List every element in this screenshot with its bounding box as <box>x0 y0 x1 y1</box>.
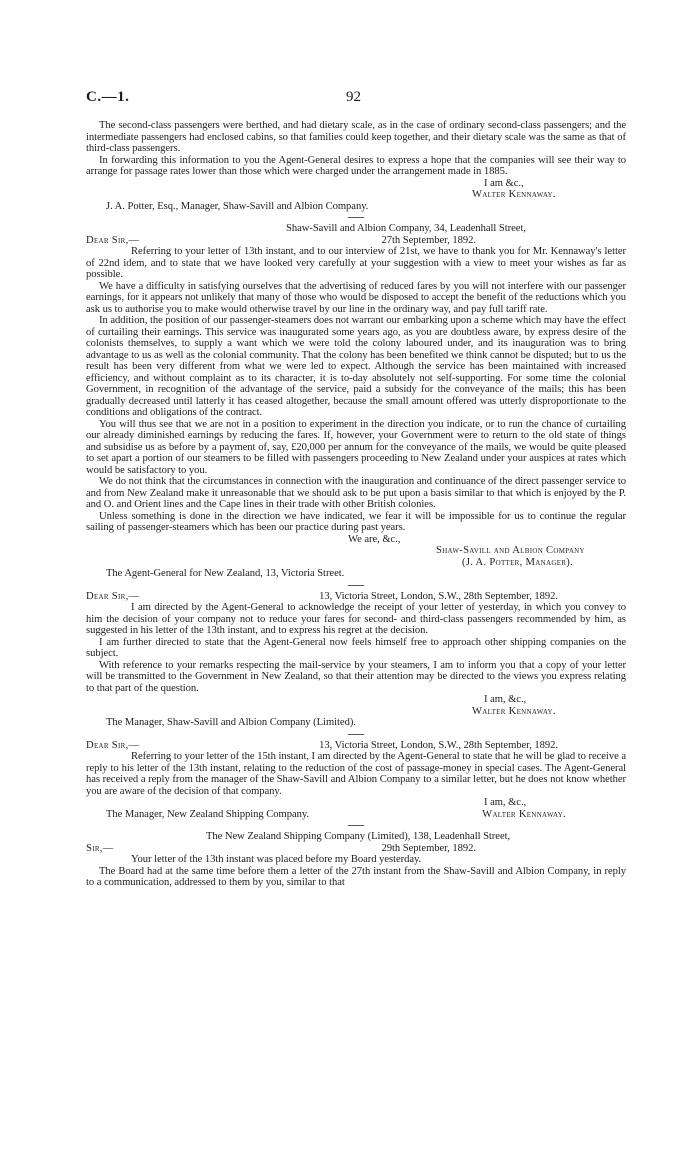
closing: I am &c., <box>484 177 524 189</box>
addressee-row <box>86 809 626 821</box>
paragraph: We do not think that the circumstances in connection with the inauguration and continuance of the direct passenger service to and from New Zealand make it unreasonable that we should ask to be put upon a basis similar to that which is enjoyed by the P. and O. and Orient lines and the Cape lines in their trade with other British colonies. <box>86 476 626 510</box>
salutation-row <box>86 740 626 752</box>
addressee: The Agent-General for New Zealand, 13, Victoria Street. <box>106 568 345 579</box>
letter-address: Shaw-Savill and Albion Company, 34, Leadenhall Street, <box>286 223 526 234</box>
page-reference: C.—1. <box>86 89 130 105</box>
signature: Shaw-Savill and Albion Company <box>436 545 585 556</box>
paragraph: In addition, the position of our passenger-steamers does not warrant our embarking upon a scheme which may have the effect of curtailing their earnings. This service was inaugurated some years ago, as you are doubtless aware, by express desire of the colonists themselves, to supply a want which we were told the colony laboured under, and its inauguration was to bring advantage to us as well as the colonial community. That the colony has been benefited we think cannot be disputed; but to us the result has been very different from what we were led to expect. Although the service has been maintained with increased efficiency, and without complaint as to its character, it is to-day absolutely not self-supporting. For some time the colonial Government, in recognition of the advantage of the service, paid a subsidy for the conveyance of the mails; this has been gradually decreased until latterly it has ceased altogether, because the small amount offered was utterly disproportionate to the conditions and obligations of the contract. <box>86 315 626 418</box>
paragraph: The Board had at the same time before them a letter of the 27th instant from the Shaw-Savill and Albion Company, in reply to a communication, addressed to them by you, similar to that <box>86 865 626 888</box>
salutation: Dear Sir,— <box>86 739 140 751</box>
section-divider <box>348 734 364 735</box>
letter-date: 29th September, 1892. <box>381 842 476 854</box>
section-divider <box>348 585 364 586</box>
paragraph: With reference to your remarks respecting the mail-service by your steamers, I am to inform you that a copy of your letter will be transmitted to the Government in New Zealand, so that their attention may be directed to the views you express relating to that part of the question. <box>86 659 626 694</box>
closing: I am, &c., <box>484 797 527 808</box>
signature: Walter Kennaway. <box>472 705 556 717</box>
signature: Walter Kennaway. <box>482 808 566 820</box>
addressee: The Manager, New Zealand Shipping Company. <box>106 808 310 820</box>
section-divider <box>348 217 364 218</box>
paragraph: Referring to your letter of the 15th instant, I am directed by the Agent-General to state that he will be glad to receive a reply to his letter of the 13th instant, relating to the reduction of the cost of passage-money in special cases. The Agent-General has received a reply from the manager of the Shaw-Savill and Albion Company to a similar letter, but he does not know whether you are aware of the decision of that company. <box>86 751 626 797</box>
closing: I am, &c., <box>484 694 527 705</box>
paragraph: In forwarding this information to you the Agent-General desires to express a hope that the companies will see their way to arrange for passage rates lower than those which were charged under the arrangement made in 1885. <box>86 154 626 177</box>
section-divider <box>348 825 364 826</box>
paragraph: The second-class passengers were berthed, and had dietary scale, as in the case of ordinary second-class passengers; and the intermediate passengers had enclosed cabins, so that families could keep together, and their dietary scale was the same as that of third-class passengers. <box>86 120 626 154</box>
document-page <box>86 89 626 889</box>
salutation-row <box>86 591 626 603</box>
paragraph: Unless something is done in the direction we have indicated, we fear it will be impossible for us to continue the regular sailing of passenger-steamers which has been our practice during past years. <box>86 510 626 533</box>
salutation-row <box>86 843 626 855</box>
signature-subline: (J. A. Potter, Manager). <box>462 556 574 568</box>
page-number: 92 <box>346 89 361 105</box>
paragraph: Your letter of the 13th instant was placed before my Board yesterday. <box>131 854 422 865</box>
letter-address-date: 13, Victoria Street, London, S.W., 28th September, 1892. <box>319 590 558 602</box>
addressee: The Manager, Shaw-Savill and Albion Company (Limited). <box>106 717 356 728</box>
salutation-row <box>86 235 626 247</box>
paragraph: We have a difficulty in satisfying ourselves that the advertising of reduced fares by you will not interfere with our passenger earnings, for it appears not unlikely that many of those who would be disposed to accept the benefit of the reductions which you ask us to authorise you to make would otherwise travel by our line in the ordinary way, and pay full tariff rate. <box>86 280 626 315</box>
letter-date: 27th September, 1892. <box>381 234 476 246</box>
paragraph: You will thus see that we are not in a position to experiment in the direction you indicate, or to run the chance of curtailing our already diminished earnings by reducing the fares. If, however, your Government were to return to the old state of things and subsidise us as before by a payment of, say, £20,000 per annum for the conveyance of the mails, we would be quite pleased to set apart a portion of our steamers to be filled with passengers proceeding to New Zealand under your auspices at rates which would be satisfactory to you. <box>86 418 626 476</box>
paragraph: Referring to your letter of 13th instant, and to our interview of 21st, we have to thank you for Mr. Kennaway's letter of 22nd idem, and to state that we have looked very carefully at your suggestion with a view to meet your wishes as far as possible. <box>86 246 626 280</box>
page-header <box>86 89 626 120</box>
closing: We are, &c., <box>348 533 401 545</box>
salutation: Dear Sir,— <box>86 234 140 246</box>
paragraph: I am further directed to state that the Agent-General now feels himself free to approach other shipping companies on the subject. <box>86 636 626 659</box>
letter-address: The New Zealand Shipping Company (Limited), 138, Leadenhall Street, <box>206 831 511 842</box>
salutation: Dear Sir,— <box>86 590 140 602</box>
paragraph: I am directed by the Agent-General to acknowledge the receipt of your letter of yesterday, in which you convey to him the decision of your company not to reduce your fares for second- and third-class passengers recommended by him, as suggested in his letter of the 13th instant, and to express his regret at the decision. <box>86 602 626 636</box>
letter-address-date: 13, Victoria Street, London, S.W., 28th September, 1892. <box>319 739 558 751</box>
signature: Walter Kennaway. <box>472 189 556 200</box>
addressee: J. A. Potter, Esq., Manager, Shaw-Savill and Albion Company. <box>106 200 369 212</box>
salutation: Sir,— <box>86 842 114 854</box>
